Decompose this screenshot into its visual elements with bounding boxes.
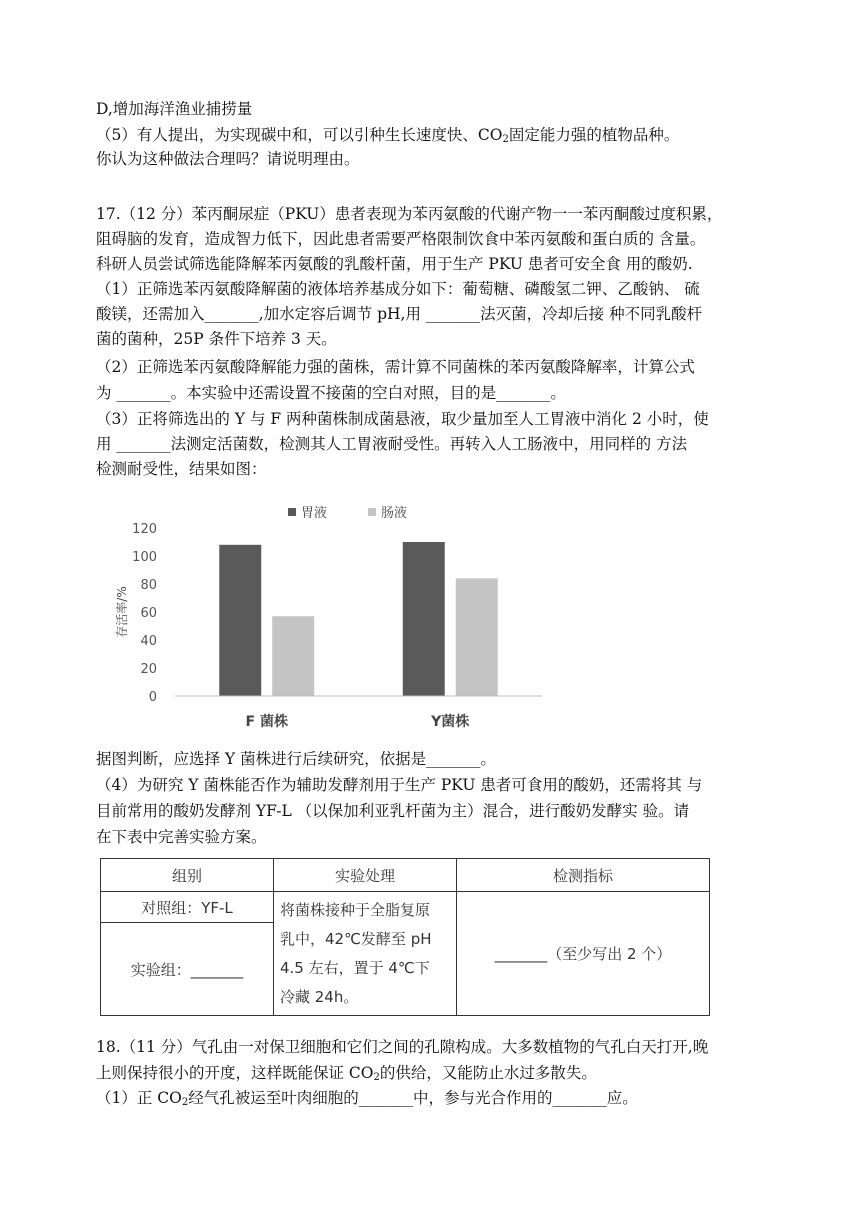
q17-line-9 [96, 408, 709, 430]
experiment-group-cell: 实验组：_______ [101, 923, 274, 1016]
header-indicator: 检测指标 [457, 859, 710, 892]
x-axis [175, 696, 542, 730]
process-line: 4.5 左右，置于 4℃下 [280, 958, 430, 977]
table-header-row [101, 859, 710, 892]
q17-line-13 [96, 774, 702, 796]
legend-label: 胃液 [301, 506, 328, 521]
text: 在下表中完善实验方案。 [96, 828, 267, 846]
q18-line-1 [96, 1036, 708, 1058]
chart-bars [219, 542, 498, 696]
text: 阻碍脑的发育，造成智力低下，因此患者需要严格限制饮食中苯丙氨酸和蛋白质的 含量。 [96, 230, 706, 248]
text: 菌的菌种，25P 条件下培养 3 天。 [96, 330, 337, 348]
bar-肠液 [456, 578, 498, 696]
text: （1）正筛选苯丙氨酸降解菌的液体培养基成分如下：葡萄糖、磷酸氢二钾、乙酸钠、 硫 [96, 280, 700, 298]
text: 经气孔被运至叶肉细胞的_______中，参与光合作用的_______应。 [188, 1089, 638, 1107]
bar-肠液 [272, 616, 314, 696]
y-axis-label: 存活率/% [115, 586, 129, 638]
y-tick-label: 20 [140, 662, 157, 677]
line-3 [96, 148, 360, 170]
subscript: 2 [502, 134, 509, 145]
text: 检测耐受性，结果如图： [96, 460, 267, 478]
text: （2）正筛选苯丙氨酸降解能力强的菌株，需计算不同菌株的苯丙氨酸降解率，计算公式 [96, 358, 695, 376]
survival-rate-chart [110, 497, 550, 740]
text: 17.（12 分）苯丙酮尿症（PKU）患者表现为苯丙氨酸的代谢产物一一苯丙酮酸过度积累， [96, 205, 723, 223]
q17-line-7 [96, 356, 695, 378]
q17-line-1 [96, 203, 722, 225]
header-group: 组别 [101, 859, 274, 892]
y-tick-label: 120 [132, 522, 157, 537]
line-1 [96, 98, 252, 120]
x-tick-label: F 菌株 [245, 714, 288, 730]
subscript: 2 [181, 1097, 189, 1108]
legend-swatch [288, 508, 296, 516]
text-l1: D,增加海洋渔业捕捞量 [96, 100, 253, 118]
y-tick-label: 100 [132, 550, 157, 565]
experiment-table [100, 858, 710, 1016]
q17-line-11 [96, 458, 267, 480]
text-l3: 你认为这种做法合理吗？请说明理由。 [96, 150, 360, 168]
text: 为 _______。本实验中还需设置不接菌的空白对照，目的是_______。 [96, 384, 566, 402]
q17-line-3 [96, 253, 693, 275]
control-group-cell: 对照组：YF-L [101, 892, 274, 923]
table-row [101, 892, 710, 923]
q17-line-5 [96, 303, 702, 325]
text: 酸镁，还需加入_______,加水定容后调节 pH,用 _______法灭菌，冷却后接 种不同乳酸杆 [96, 305, 703, 323]
indicator-cell: _______（至少写出 2 个） [457, 892, 710, 1016]
q17-line-12 [96, 748, 496, 770]
q17-line-4 [96, 278, 700, 300]
q17-line-8 [96, 382, 566, 404]
legend-swatch [368, 508, 376, 516]
text-l2a: （5）有人提出，为实现碳中和，可以引种生长速度快、CO [96, 126, 503, 144]
text: （3）正将筛选出的 Y 与 F 两种菌株制成菌悬液，取少量加至人工胃液中消化 2 小时，使 [96, 410, 709, 428]
q17-line-6 [96, 328, 337, 350]
text-l2b: 固定能力强的植物品种。 [508, 126, 680, 144]
process-line: 乳中，42℃发酵至 pH [280, 929, 432, 948]
text: 目前常用的酸奶发酵剂 YF-L （以保加利亚乳杆菌为主）混合，进行酸奶发酵实 验。请 [96, 802, 690, 820]
y-tick-label: 40 [140, 634, 157, 649]
y-tick-label: 0 [148, 690, 157, 705]
q17-line-2 [96, 228, 705, 250]
text: 科研人员尝试筛选能降解苯丙氨酸的乳酸杆菌，用于生产 PKU 患者可安全食 用的酸奶. [96, 255, 693, 273]
text: 用 _______法测定活菌数，检测其人工胃液耐受性。再转入人工肠液中，用同样的 方法 [96, 435, 688, 453]
y-axis [114, 522, 157, 705]
q17-line-15 [96, 826, 267, 848]
text: （1）正 CO [96, 1089, 182, 1107]
line-2 [96, 124, 679, 151]
subscript: 2 [373, 1072, 380, 1083]
legend-label: 肠液 [381, 506, 408, 521]
q18-line-3 [96, 1087, 638, 1114]
y-tick-label: 80 [140, 578, 157, 593]
x-tick-label: Y菌株 [431, 714, 470, 730]
text: 据图判断，应选择 Y 菌株进行后续研究，依据是_______。 [96, 750, 496, 768]
text: 上则保持很小的开度，这样既能保证 CO [96, 1064, 374, 1082]
text: 18.（11 分）气孔由一对保卫细胞和它们之间的孔隙构成。大多数植物的气孔白天打开,晚 [96, 1038, 709, 1056]
q17-line-14 [96, 800, 689, 822]
process-cell [274, 892, 457, 1016]
process-line: 冷藏 24h。 [280, 987, 359, 1006]
q18-line-2 [96, 1062, 597, 1089]
chart-legend [288, 505, 407, 521]
text: 的供给，又能防止水过多散失。 [379, 1064, 597, 1082]
q17-line-10 [96, 433, 687, 455]
text: （4）为研究 Y 菌株能否作为辅助发酵剂用于生产 PKU 患者可食用的酸奶，还需将其 与 [96, 776, 703, 794]
process-line: 将菌株接种于全脂复原 [280, 900, 431, 919]
bar-胃液 [219, 545, 261, 696]
y-tick-label: 60 [140, 606, 157, 621]
bar-胃液 [403, 542, 445, 696]
header-process: 实验处理 [274, 859, 457, 892]
